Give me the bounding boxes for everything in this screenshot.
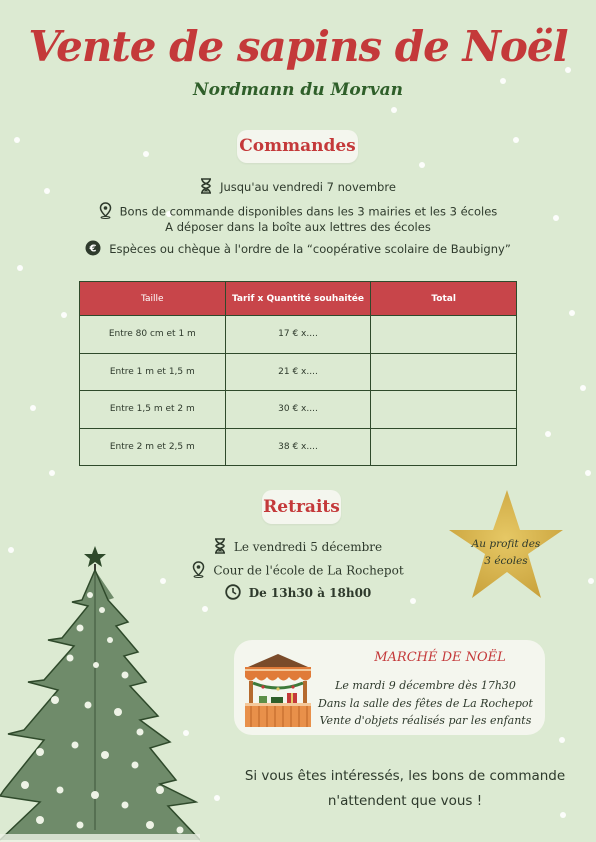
hourglass-icon [200,178,212,197]
page-title: Vente de sapins de Noël [28,22,568,71]
table-cell-total[interactable] [371,428,517,466]
table-cell-price[interactable]: 17 € x.... [225,316,371,354]
table-row [80,316,517,354]
star-label [463,536,549,570]
retrait-hours-text: De 13h30 à 18h00 [248,586,372,600]
table-cell-price[interactable]: 21 € x.... [225,353,371,391]
retraits-heading: Retraits [262,490,341,524]
market-stall-illustration [243,653,313,729]
marche-line-2: Dans la salle des fêtes de La Rochepot [318,697,533,710]
table-header-size: Taille [80,282,226,316]
deadline-line [0,178,596,197]
commandes-heading: Commandes [237,130,358,163]
table-header-price: Tarif x Quantité souhaitée [225,282,371,316]
closing-line-1: Si vous êtes intéressés, les bons de commande [244,768,566,784]
payment-text: Espèces ou chèque à l'ordre de la “coopérative scolaire de Baubigny” [109,242,511,256]
table-cell-size: Entre 1,5 m et 2 m [80,391,226,429]
marche-line-3: Vente d'objets réalisés par les enfants [319,714,532,727]
euro-icon [85,240,101,259]
table-cell-size: Entre 2 m et 2,5 m [80,428,226,466]
marche-title: MARCHÉ DE NOËL [374,650,506,665]
retrait-place-text: Cour de l'école de La Rochepot [213,563,404,578]
order-table [79,281,517,466]
location-pin-icon [99,202,112,222]
table-cell-size: Entre 1 m et 1,5 m [80,353,226,391]
table-row [80,391,517,429]
star-line-2: 3 écoles [484,555,528,567]
payment-line [0,240,596,259]
retrait-date-text: Le vendredi 5 décembre [233,540,383,554]
deadline-text: Jusqu'au vendredi 7 novembre [220,180,396,194]
location-line-1 [0,202,596,222]
closing-line-2: n'attendent que vous ! [327,793,483,809]
location-text-2: A déposer dans la boîte aux lettres des écoles [165,220,431,234]
table-row [80,428,517,466]
hourglass-icon [214,538,226,557]
star-line-1: Au profit des [471,538,541,550]
table-cell-size: Entre 80 cm et 1 m [80,316,226,354]
page-subtitle: Nordmann du Morvan [193,80,403,100]
marche-line-1: Le mardi 9 décembre dès 17h30 [335,679,516,692]
table-cell-price[interactable]: 38 € x.... [225,428,371,466]
table-cell-total[interactable] [371,391,517,429]
table-cell-price[interactable]: 30 € x.... [225,391,371,429]
location-line-2 [0,220,596,234]
table-header-row [80,282,517,316]
table-row [80,353,517,391]
clock-icon [225,584,241,603]
table-header-total: Total [371,282,517,316]
table-cell-total[interactable] [371,353,517,391]
location-text-1: Bons de commande disponibles dans les 3 mairies et les 3 écoles [119,204,498,219]
table-cell-total[interactable] [371,316,517,354]
svg-text:€: € [89,243,97,255]
christmas-tree-illustration [0,540,200,842]
